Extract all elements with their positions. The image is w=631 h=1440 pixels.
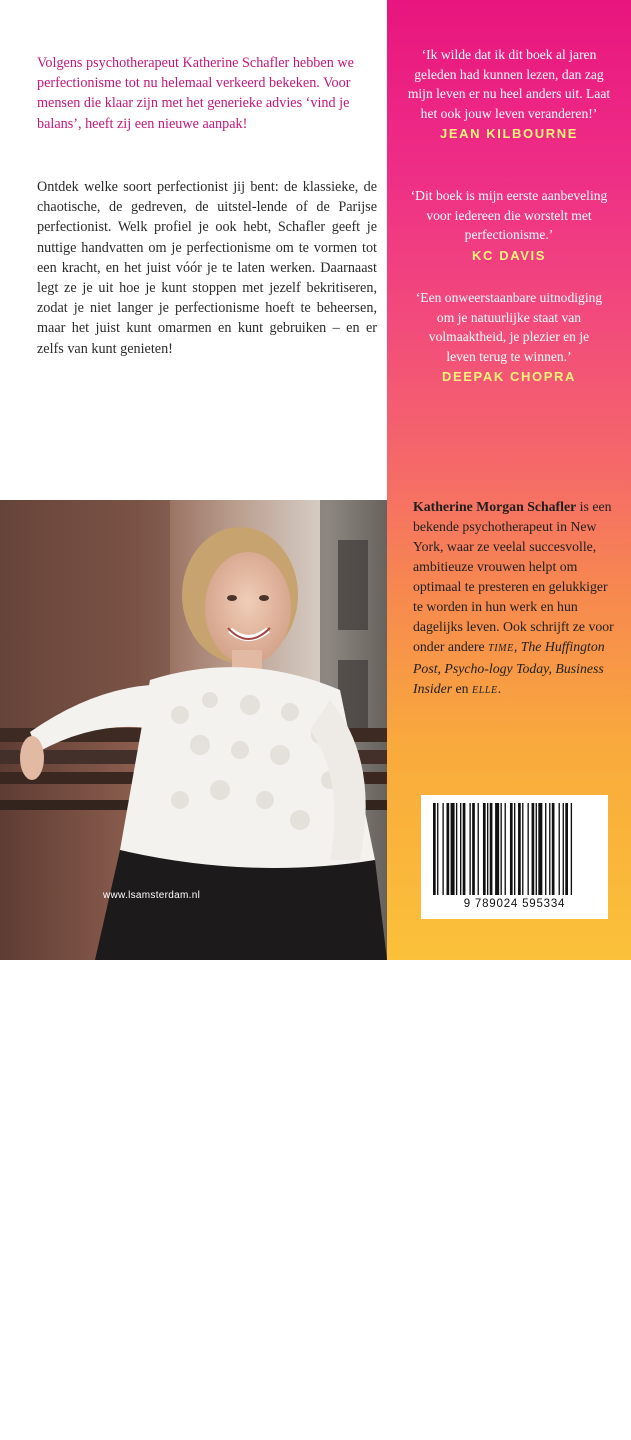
barcode-bar <box>478 803 479 895</box>
barcode-bar <box>505 803 506 895</box>
barcode-number: 9 789024 595334 <box>463 898 566 910</box>
bio-pub-elle: ELLE <box>472 685 498 696</box>
bio-en: en <box>452 681 473 696</box>
quote-3-author: DEEPAK CHOPRA <box>442 369 576 385</box>
barcode-bar <box>522 803 523 895</box>
barcode-bar <box>528 803 529 895</box>
quote-2-text: ‘Dit boek is mijn eerste aanbeveling voor iedereen die worstelt met perfectionisme.’ <box>410 188 608 243</box>
barcode-bar <box>483 803 486 895</box>
barcode-bar <box>495 803 499 895</box>
quote-1 <box>387 45 631 144</box>
barcode-bar <box>538 803 542 895</box>
svg-text:s: s <box>30 1406 43 1436</box>
barcode-bar <box>456 803 457 895</box>
barcode-bar <box>437 803 438 895</box>
ls-logo-icon <box>14 1385 74 1435</box>
barcode-bar <box>451 803 455 895</box>
barcode-bar <box>487 803 488 895</box>
intro-text: Volgens psychotherapeut Katherine Schafler hebben we perfectionisme tot nu helemaal verkeerd bekeken. Voor mensen die klaar zijn met het generieke advies ‘vind je balans’, heeft zij een nieuwe aanpak! <box>37 55 354 132</box>
bio-pub-time: TIME <box>488 643 514 654</box>
bio-author-name: Katherine Morgan Schafler <box>413 499 577 514</box>
barcode-bar <box>460 803 461 895</box>
bio-pubs: , The Huffington Post, Psycho-logy Today, Business Insider <box>413 639 605 696</box>
barcode-bar <box>501 803 502 895</box>
barcode-bar <box>552 803 555 895</box>
barcode-bar <box>545 803 546 895</box>
barcode-bar <box>559 803 560 895</box>
blurb-area <box>0 0 387 500</box>
author-bio <box>413 497 619 701</box>
quote-3 <box>387 288 631 387</box>
quote-2-author: KC DAVIS <box>472 247 546 263</box>
barcode-bar <box>563 803 564 895</box>
quote-2 <box>387 186 631 265</box>
barcode-bar <box>463 803 466 895</box>
barcode-bar <box>469 803 470 895</box>
barcode-bar <box>536 803 537 895</box>
author-photo <box>0 500 387 1436</box>
publisher-url[interactable]: www.lsamsterdam.nl <box>103 890 201 901</box>
barcode-bar <box>532 803 535 895</box>
quote-1-text: ‘Ik wilde dat ik dit boek al jaren geleden had kunnen lezen, dan zag mijn leven er nu heel anders uit. Laat het ook jouw leven veranderen!’ <box>407 47 611 121</box>
barcode-bar <box>472 803 475 895</box>
barcode-bar <box>490 803 493 895</box>
bio-text: is een bekende psychotherapeut in New York, waar ze veelal succesvolle, ambitieuze vrouwen helpt om optimaal te presteren en gelukkiger te worden in hun werk en hun dagelijks leven. Ook schrijft ze voor onder andere <box>413 499 614 654</box>
isbn-barcode <box>421 795 608 919</box>
barcode-bar <box>447 803 450 895</box>
barcode-bar <box>565 803 568 895</box>
barcode-bar <box>571 803 572 895</box>
quote-3-text: ‘Een onweerstaanbare uitnodiging om je natuurlijke staat van volmaaktheid, je plezier en je leven terug te winnen.’ <box>415 290 603 364</box>
quote-1-author: JEAN KILBOURNE <box>440 126 578 142</box>
barcode-bar <box>549 803 550 895</box>
barcode-bar <box>442 803 443 895</box>
barcode-bar <box>518 803 521 895</box>
barcode-bar <box>510 803 513 895</box>
body-text: Ontdek welke soort perfectionist jij bent: de klassieke, de chaotische, de gedreven, de uitstel-lende of de Parijse perfectionist. Welk profiel je ook hebt, Schafler geeft je nuttige handvatten om je perfectionisme om te vormen tot een kracht, en het juist vóór je te laten werken. Daarnaast legt ze je uit hoe je kunt stoppen met jezelf bekritiseren, zodat je niet langer je perfectionisme hoeft te beheersen, maar het juist kunt omarmen en kunt gebruiken – en er zelfs van kunt genieten! <box>37 179 377 357</box>
publisher-logo <box>14 1385 94 1435</box>
barcode-bar <box>433 803 436 895</box>
barcode-bar <box>514 803 515 895</box>
bio-end: . <box>497 681 502 696</box>
